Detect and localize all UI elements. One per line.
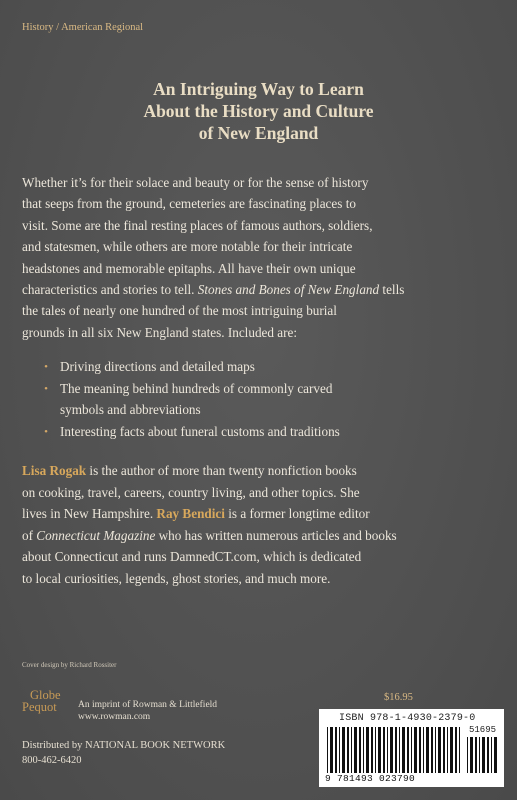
feature-item — [44, 422, 484, 442]
barcode-bar — [447, 727, 448, 773]
headline-line: An Intriguing Way to Learn — [153, 79, 364, 99]
bio-line: about Connecticut and runs DamnedCT.com, which is dedicated — [22, 549, 362, 565]
feature-text: Driving directions and detailed maps — [60, 359, 255, 374]
barcode-bar — [383, 727, 385, 773]
intro-line: and statesmen, while others are more notable for their intricate — [22, 239, 353, 255]
intro-text: tells — [379, 282, 405, 298]
magazine-title: Connecticut Magazine — [36, 527, 156, 543]
barcode-bar — [435, 727, 436, 773]
barcode-bar — [378, 727, 381, 773]
barcode-bar — [359, 727, 361, 773]
barcode-bar — [482, 737, 485, 773]
barcode-bar — [450, 727, 453, 773]
barcode-bar — [375, 727, 376, 773]
barcode-bar — [387, 727, 388, 773]
headline-line: About the History and Culture — [143, 101, 374, 121]
barcode-bar — [487, 737, 489, 773]
feature-text: The meaning behind hundreds of commonly carved — [60, 381, 333, 397]
bio-text: who has written numerous articles and books — [155, 527, 397, 543]
author-bio — [22, 460, 507, 590]
barcode-bar — [455, 727, 457, 773]
barcode-bar — [327, 727, 328, 773]
barcode-bar — [459, 727, 460, 773]
publisher-url: www.rowman.com — [78, 712, 151, 722]
barcode-bar — [407, 727, 409, 773]
barcode-bar — [395, 727, 397, 773]
barcode-bar — [330, 727, 333, 773]
cover-credit: Cover design by Richard Rossiter — [22, 661, 117, 669]
barcode-bar — [390, 727, 393, 773]
addon-barcode-icon — [467, 737, 499, 773]
headline — [0, 78, 517, 144]
barcode-box — [319, 709, 504, 787]
intro-line: Whether it’s for their solace and beauty or for the sense of history — [22, 175, 369, 190]
intro-line: grounds in all six New England states. Included are: — [22, 324, 298, 340]
book-title: Stones and Bones of New England — [197, 282, 380, 298]
feature-text: Interesting facts about funeral customs and traditions — [60, 423, 340, 439]
intro-line — [22, 279, 502, 300]
feature-item — [44, 379, 484, 420]
price-addon-text: 51695 — [469, 725, 497, 735]
intro-paragraph — [22, 172, 502, 343]
imprint-line: An imprint of Rowman & Littlefield — [78, 700, 218, 710]
logo-text: Globe — [30, 688, 61, 702]
feature-item — [44, 357, 484, 377]
bio-text: is the author of more than twenty nonfiction books — [86, 463, 357, 478]
barcode-bar — [426, 727, 429, 773]
distributor-name: Distributed by NATIONAL BOOK NETWORK — [22, 740, 226, 751]
bullet-icon: • — [44, 383, 48, 396]
intro-line: the tales of nearly one hundred of the most intriguing burial — [22, 303, 337, 319]
feature-list — [44, 357, 484, 444]
logo-text: Pequot — [22, 700, 57, 714]
barcode-bar — [475, 737, 477, 773]
distributor-phone: 800-462-6420 — [22, 755, 82, 766]
barcode-bar — [339, 727, 340, 773]
imprint-info — [78, 699, 217, 723]
bio-line — [22, 525, 507, 547]
bio-text: lives in New Hampshire. — [22, 506, 157, 522]
barcode-bar — [342, 727, 345, 773]
author-name: Ray Bendici — [156, 506, 225, 522]
barcode-bar — [363, 727, 364, 773]
intro-text: characteristics and stories to tell. — [22, 282, 198, 298]
barcode-bar — [371, 727, 373, 773]
bullet-icon: • — [44, 425, 48, 438]
barcode-bar — [443, 727, 445, 773]
distributor-info — [22, 738, 225, 768]
bio-line — [22, 503, 507, 525]
barcode-bar — [366, 727, 369, 773]
barcode-bar — [419, 727, 421, 773]
barcode-bar — [431, 727, 433, 773]
barcode-bar — [494, 737, 497, 773]
author-name: Lisa Rogak — [22, 463, 87, 478]
intro-line: that seeps from the ground, cemeteries are fascinating places to — [22, 196, 356, 212]
barcode-bar — [423, 727, 424, 773]
barcode-bar — [354, 727, 357, 773]
isbn-text: ISBN 978-1-4930-2379-0 — [339, 713, 476, 724]
bio-line: on cooking, travel, careers, country living, and other topics. She — [22, 484, 360, 500]
publisher-logo — [22, 689, 74, 713]
barcode-bar — [438, 727, 441, 773]
barcode-bar — [479, 737, 480, 773]
barcode-bar — [399, 727, 400, 773]
barcode-bar — [351, 727, 352, 773]
bio-line: to local curiosities, legends, ghost stories, and much more. — [22, 570, 331, 586]
barcode-bar — [414, 727, 417, 773]
intro-line: visit. Some are the final resting places of famous authors, soldiers, — [22, 217, 373, 233]
bullet-icon: • — [44, 361, 48, 373]
barcode-bar — [491, 737, 492, 773]
bio-text: of — [22, 527, 37, 543]
barcode-bar — [335, 727, 337, 773]
ean-barcode-icon — [327, 727, 463, 773]
headline-line: of New England — [198, 123, 319, 143]
price-label: $16.95 — [384, 692, 413, 703]
bio-text: is a former longtime editor — [224, 506, 370, 522]
barcode-bar — [470, 737, 473, 773]
barcode-bar — [347, 727, 349, 773]
bio-line — [22, 460, 507, 482]
barcode-bar — [411, 727, 412, 773]
ean-digits: 9 781493 023790 — [325, 773, 416, 784]
intro-line: headstones and memorable epitaphs. All have their own unique — [22, 260, 356, 276]
barcode-bar — [467, 737, 468, 773]
category-label: History / American Regional — [22, 22, 144, 33]
barcode-bar — [402, 727, 405, 773]
feature-text: symbols and abbreviations — [60, 401, 201, 417]
